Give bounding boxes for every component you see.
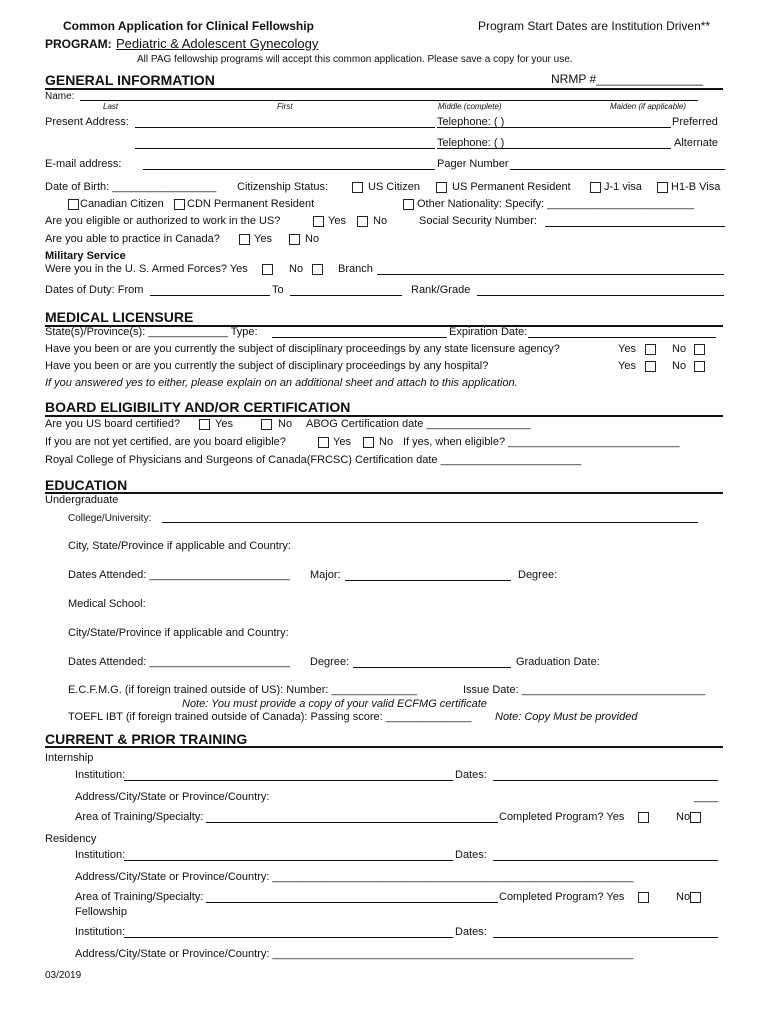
program-label: PROGRAM: [45, 37, 112, 51]
q2-no-label: No [672, 360, 687, 372]
pager-label: Pager Number [437, 158, 509, 170]
city1-label: City, State/Province if applicable and Country: [68, 540, 291, 552]
cdn-perm-label: CDN Permanent Resident [187, 198, 315, 210]
general-heading: GENERAL INFORMATION [45, 72, 215, 88]
internship-completed-label: Completed Program? Yes [499, 811, 625, 823]
form-title: Common Application for Clinical Fellowship [63, 19, 314, 33]
board-heading: BOARD ELIGIBILITY AND/OR CERTIFICATION [45, 399, 351, 415]
board-certified-no-label: No [278, 418, 293, 430]
h1b-checkbox[interactable] [657, 182, 668, 193]
toefl-note: Note: Copy Must be provided [495, 711, 638, 723]
eligible-when-field[interactable]: If yes, when eligible? ____________________________ [403, 436, 680, 448]
city2-label: City/State/Province if applicable and Country: [68, 627, 289, 639]
board-certified-label: Are you US board certified? [45, 418, 181, 430]
expiration-field[interactable] [528, 337, 716, 338]
telephone1-field[interactable] [437, 127, 671, 128]
eligible-us-yes-checkbox[interactable] [313, 216, 324, 227]
section-rule [45, 415, 723, 417]
ecfmg-number-field[interactable]: E.C.F.M.G. (if foreign trained outside of US): Number: ______________ [68, 684, 418, 696]
j1-checkbox[interactable] [590, 182, 601, 193]
residency-label: Residency [45, 833, 97, 845]
training-heading: CURRENT & PRIOR TRAINING [45, 731, 248, 747]
start-dates-note: Program Start Dates are Institution Driven** [478, 19, 711, 33]
name-maiden-caption: Maiden (if applicable) [610, 102, 687, 111]
q1-yes-checkbox[interactable] [645, 344, 656, 355]
email-field[interactable] [143, 169, 435, 170]
med-school-label: Medical School: [68, 598, 146, 610]
armed-forces-label: Were you in the U. S. Armed Forces? Yes [45, 263, 248, 275]
section-rule [45, 746, 723, 748]
name-first-caption: First [277, 102, 293, 111]
telephone2-field[interactable] [437, 148, 671, 149]
licensure-heading: MEDICAL LICENSURE [45, 309, 194, 325]
fellowship-dates-field[interactable] [493, 937, 718, 938]
board-eligible-yes-label: Yes [333, 436, 351, 448]
internship-dates-field[interactable] [493, 780, 718, 781]
duty-to-label: To [272, 284, 284, 296]
ssn-field[interactable] [545, 226, 725, 227]
practice-canada-no-checkbox[interactable] [289, 234, 300, 245]
residency-institution-field[interactable] [124, 860, 453, 861]
residency-dates-field[interactable] [493, 860, 718, 861]
residency-completed-yes-checkbox[interactable] [638, 892, 649, 903]
q1-yes-label: Yes [618, 343, 636, 355]
board-eligible-yes-checkbox[interactable] [318, 437, 329, 448]
other-nationality-field[interactable]: Other Nationality: Specify: ________________________ [417, 198, 695, 210]
q2-no-checkbox[interactable] [694, 361, 705, 372]
practice-canada-yes-label: Yes [254, 233, 272, 245]
cdn-perm-checkbox[interactable] [174, 199, 185, 210]
license-type-field[interactable] [272, 337, 447, 338]
armed-forces-yes-checkbox[interactable] [262, 264, 273, 275]
residency-dates-label: Dates: [455, 849, 487, 861]
branch-label: Branch [338, 263, 373, 275]
eligible-us-label: Are you eligible or authorized to work in the US? [45, 215, 281, 227]
explain-note: If you answered yes to either, please explain on an additional sheet and attach to this application. [45, 377, 518, 389]
grad-date-label: Graduation Date: [516, 656, 600, 668]
board-eligible-no-label: No [379, 436, 394, 448]
dates-duty-label: Dates of Duty: From [45, 284, 144, 296]
degree1-label: Degree: [518, 569, 558, 581]
practice-canada-yes-checkbox[interactable] [239, 234, 250, 245]
residency-area-label: Area of Training/Specialty: [75, 891, 204, 903]
eligible-us-no-label: No [373, 215, 388, 227]
board-eligible-no-checkbox[interactable] [363, 437, 374, 448]
us-citizen-label: US Citizen [368, 181, 420, 193]
education-heading: EDUCATION [45, 477, 128, 493]
toefl-field[interactable]: TOEFL IBT (if foreign trained outside of Canada): Passing score: ______________ [68, 711, 472, 723]
ecfmg-issue-field[interactable]: Issue Date: ______________________________ [463, 684, 706, 696]
section-rule [45, 88, 723, 90]
q1-no-label: No [672, 343, 687, 355]
states-field[interactable]: State(s)/Province(s): _____________ Type: [45, 326, 258, 338]
practice-canada-label: Are you able to practice in Canada? [45, 233, 220, 245]
other-nationality-checkbox[interactable] [403, 199, 414, 210]
dob-field[interactable]: Date of Birth: _________________ [45, 181, 217, 193]
frcsc-date-field[interactable]: Royal College of Physicians and Surgeons of Canada(FRCSC) Certification date _______________________ [45, 454, 582, 466]
abog-date-field[interactable]: ABOG Certification date _________________ [306, 418, 531, 430]
us-citizen-checkbox[interactable] [352, 182, 363, 193]
fellowship-dates-label: Dates: [455, 926, 487, 938]
fellowship-address-field[interactable]: Address/City/State or Province/Country: ___________________________________________________________ [75, 948, 634, 960]
branch-field[interactable] [377, 274, 724, 275]
name-field[interactable] [80, 100, 698, 101]
internship-address-label: Address/City/State or Province/Country: [75, 791, 270, 803]
rank-field[interactable] [477, 295, 724, 296]
eligible-us-yes-label: Yes [328, 215, 346, 227]
internship-address-field[interactable]: ____ [694, 791, 719, 803]
h1b-label: H1-B Visa [671, 181, 721, 193]
armed-forces-no-label: No [289, 263, 304, 275]
college-label: College/University: [68, 513, 152, 524]
preferred-label: Preferred [672, 116, 718, 128]
armed-forces-no-checkbox[interactable] [312, 264, 323, 275]
program-name: Pediatric & Adolescent Gynecology [116, 36, 319, 51]
expiration-label: Expiration Date: [449, 326, 528, 338]
internship-completed-yes-checkbox[interactable] [638, 812, 649, 823]
internship-no-label: No [676, 811, 691, 823]
canadian-label: Canadian Citizen [80, 198, 164, 210]
degree2-field[interactable] [353, 667, 511, 668]
rank-label: Rank/Grade [411, 284, 471, 296]
eligible-us-no-checkbox[interactable] [357, 216, 368, 227]
fellowship-institution-label: Institution: [75, 926, 126, 938]
major-label: Major: [310, 569, 341, 581]
military-heading: Military Service [45, 250, 126, 262]
dates1-field[interactable]: Dates Attended: _______________________ [68, 569, 291, 581]
residency-address-field[interactable]: Address/City/State or Province/Country: ___________________________________________________________ [75, 871, 634, 883]
ssn-label: Social Security Number: [419, 215, 537, 227]
board-certified-no-checkbox[interactable] [261, 419, 272, 430]
citizenship-label: Citizenship Status: [237, 181, 329, 193]
email-label: E-mail address: [45, 158, 122, 170]
q2-yes-label: Yes [618, 360, 636, 372]
fellowship-label: Fellowship [75, 906, 127, 918]
alternate-label: Alternate [674, 137, 719, 149]
fellowship-institution-field[interactable] [124, 937, 453, 938]
major-field[interactable] [345, 580, 511, 581]
footer-date: 03/2019 [45, 970, 82, 981]
internship-institution-label: Institution: [75, 769, 126, 781]
name-middle-caption: Middle (complete) [438, 102, 502, 111]
college-field[interactable] [162, 522, 698, 523]
pager-field[interactable] [510, 169, 725, 170]
header-note: All PAG fellowship programs will accept this common application. Please save a copy for your use. [137, 54, 573, 65]
residency-completed-label: Completed Program? Yes [499, 891, 625, 903]
canadian-checkbox[interactable] [68, 199, 79, 210]
duty-from-field[interactable] [150, 295, 270, 296]
internship-dates-label: Dates: [455, 769, 487, 781]
duty-to-field[interactable] [290, 295, 402, 296]
practice-canada-no-label: No [305, 233, 320, 245]
present-address-field[interactable] [135, 127, 435, 128]
internship-area-field[interactable] [206, 822, 498, 823]
residency-area-field[interactable] [206, 902, 498, 903]
name-label: Name: [45, 91, 75, 102]
us-perm-checkbox[interactable] [436, 182, 447, 193]
board-certified-yes-label: Yes [215, 418, 233, 430]
q1-no-checkbox[interactable] [694, 344, 705, 355]
internship-completed-no-checkbox[interactable] [690, 812, 701, 823]
us-perm-label: US Permanent Resident [452, 181, 571, 193]
disciplinary-state-question: Have you been or are you currently the subject of disciplinary proceedings by any state licensure agency? [45, 343, 560, 355]
internship-area-label: Area of Training/Specialty: [75, 811, 204, 823]
address-line2-field[interactable] [135, 148, 435, 149]
disciplinary-hospital-question: Have you been or are you currently the subject of disciplinary proceedings by any hospital? [45, 360, 489, 372]
j1-label: J-1 visa [604, 181, 642, 193]
telephone1-label: Telephone: ( ) [437, 116, 505, 128]
degree2-label: Degree: [310, 656, 350, 668]
board-certified-yes-checkbox[interactable] [199, 419, 210, 430]
residency-completed-no-checkbox[interactable] [690, 892, 701, 903]
ecfmg-note: Note: You must provide a copy of your valid ECFMG certificate [182, 698, 487, 710]
internship-institution-field[interactable] [124, 780, 453, 781]
residency-institution-label: Institution: [75, 849, 126, 861]
name-last-caption: Last [103, 102, 119, 111]
residency-no-label: No [676, 891, 691, 903]
board-eligible-label: If you are not yet certified, are you board eligible? [45, 436, 286, 448]
nrmp-field[interactable]: NRMP #________________ [551, 72, 703, 86]
q2-yes-checkbox[interactable] [645, 361, 656, 372]
telephone2-label: Telephone: ( ) [437, 137, 505, 149]
dates2-field[interactable]: Dates Attended: _______________________ [68, 656, 291, 668]
section-rule [45, 492, 723, 494]
present-address-label: Present Address: [45, 116, 129, 128]
internship-label: Internship [45, 752, 94, 764]
undergrad-label: Undergraduate [45, 494, 119, 506]
